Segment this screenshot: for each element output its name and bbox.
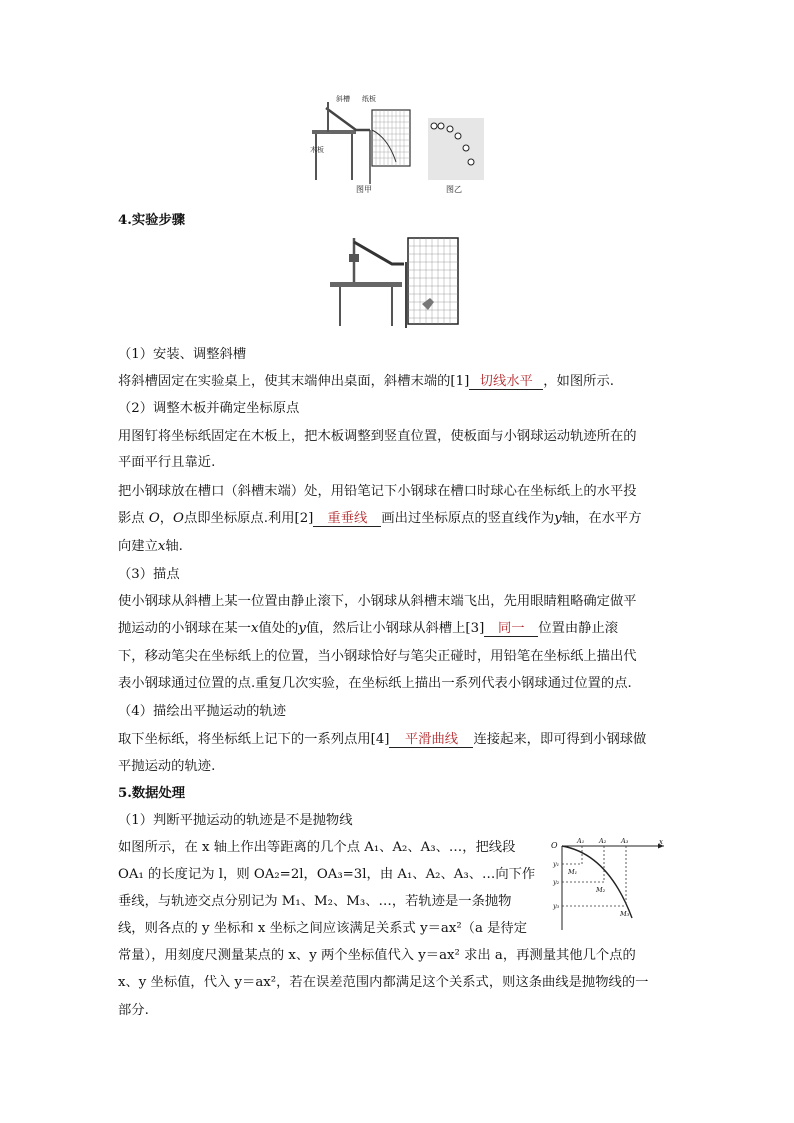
step3-title: （3）描点 (118, 567, 180, 582)
section-4-title: 4.实验步骤 (118, 213, 186, 228)
step4-line-1 (118, 731, 678, 749)
data-line-3: 垂线，与轨迹交点分别记为 M₁、M₂、M₃、…，若轨迹是一条抛物 (118, 894, 512, 909)
answer-blank-2: 重垂线 (313, 511, 381, 527)
step2-line-3: 把小钢球放在槽口（斜槽末端）处，用铅笔记下小钢球在槽口时球心在坐标纸上的水平投 (118, 484, 637, 499)
point-a1-label: A₁ (577, 837, 585, 845)
section-5-title: 5.数据处理 (118, 786, 186, 801)
data-line-5: 常量），用刻度尺测量某点的 x、y 两个坐标值代入 y＝ax² 求出 a，再测量其他几个点的 (118, 948, 636, 963)
step1-text-a: 将斜槽固定在实验桌上，使其末端伸出桌面，斜槽末端的[1] (118, 374, 470, 389)
step2-line-4-a: 影点 (118, 511, 145, 526)
var-o-2: O (173, 511, 184, 526)
step2-line-5-b: 轴. (165, 539, 183, 554)
y3-label: y₃ (553, 902, 560, 910)
step3-line-3: 下，移动笔尖在坐标纸上的位置，当小钢球恰好与笔尖正碰时，用铅笔在坐标纸上描出代 (118, 649, 637, 664)
step4-line-1-b: 连接起来，即可得到小钢球做 (473, 732, 647, 747)
point-a2-label: A₂ (599, 837, 607, 845)
step4-line-2: 平抛运动的轨迹. (118, 759, 216, 774)
answer-blank-4: 平滑曲线 (389, 732, 473, 748)
var-y-2: y (298, 621, 306, 636)
step4-title: （4）描绘出平抛运动的轨迹 (118, 704, 287, 719)
var-o: O (148, 511, 160, 526)
step3-line-2-c: 值，然后让小钢球从斜槽上[3] (305, 621, 485, 636)
step2-line-5 (118, 538, 678, 556)
step2-line-4-c: 点即坐标原点.利用[2] (183, 511, 314, 526)
data-line-1: 如图所示，在 x 轴上作出等距离的几个点 A₁、A₂、A₃、…，把线段 (118, 840, 516, 855)
parabola-coordinate-figure (548, 834, 668, 934)
step1-title: （1）安装、调整斜槽 (118, 347, 247, 362)
var-y: y (554, 511, 562, 526)
var-x-2: x (250, 621, 259, 636)
step2-line-4-e: 轴，在水平方 (561, 511, 642, 526)
step2-title: （2）调整木板并确定坐标原点 (118, 401, 300, 416)
x-axis-label: x (659, 838, 663, 846)
data-line-6: x、y 坐标值，代入 y＝ax²，若在误差范围内都满足这个关系式，则这条曲线是抛物线的一 (118, 975, 649, 990)
step3-line-2-a: 抛运动的小钢球在某一 (118, 621, 251, 636)
caption-jia: 图甲 (356, 185, 372, 194)
step1-text (118, 373, 678, 391)
step2-line-5-a: 向建立 (118, 539, 158, 554)
label-zhiban: 纸板 (362, 95, 376, 103)
data-line-4: 线，则各点的 y 坐标和 x 坐标之间应该满足关系式 y＝ax²（a 是待定 (118, 921, 527, 936)
step2-line-1: 用图钉将坐标纸固定在木板上，把木板调整到竖直位置，使板面与小钢球运动轨迹所在的 (118, 429, 637, 444)
point-m1-label: M₁ (568, 868, 578, 876)
step3-line-2 (118, 620, 678, 638)
label-muban: 木板 (310, 146, 324, 154)
point-m2-label: M₂ (596, 886, 606, 894)
step2-line-4 (118, 510, 678, 528)
label-xiecao: 斜槽 (336, 95, 350, 103)
step3-line-4: 表小钢球通过位置的点.重复几次实验，在坐标纸上描出一系列代表小钢球通过位置的点. (118, 676, 632, 691)
step3-line-2-b: 值处的 (258, 621, 299, 636)
apparatus-figure-top (310, 92, 500, 196)
point-m3-label: M₃ (620, 910, 630, 918)
step3-line-2-d: 位置由静止滚 (538, 621, 619, 636)
apparatus-figure-middle (330, 232, 462, 328)
step2-line-4-d: 画出过坐标原点的竖直线作为 (381, 511, 555, 526)
caption-yi: 图乙 (446, 185, 462, 194)
answer-blank-1: 切线水平 (469, 374, 543, 390)
point-a3-label: A₃ (621, 837, 629, 845)
var-x: x (157, 539, 166, 554)
step1-text-b: ，如图所示. (543, 374, 614, 389)
answer-blank-3: 同一 (484, 621, 538, 637)
step4-line-1-a: 取下坐标纸，将坐标纸上记下的一系列点用[4] (118, 732, 390, 747)
step2-line-2: 平面平行且靠近. (118, 455, 216, 470)
origin-label: O (551, 841, 558, 850)
y2-label: y₂ (553, 878, 560, 886)
data-line-7: 部分. (118, 1003, 149, 1018)
step2-line-4-b: ， (159, 511, 174, 526)
step3-line-1: 使小钢球从斜槽上某一位置由静止滚下，小钢球从斜槽末端飞出，先用眼睛粗略确定做平 (118, 594, 637, 609)
data-line-2: OA₁ 的长度记为 l，则 OA₂=2l，OA₃=3l，由 A₁、A₂、A₃、…向下作 (118, 867, 536, 882)
y1-label: y₁ (553, 860, 560, 868)
data-step1-title: （1）判断平抛运动的轨迹是不是抛物线 (118, 813, 353, 828)
